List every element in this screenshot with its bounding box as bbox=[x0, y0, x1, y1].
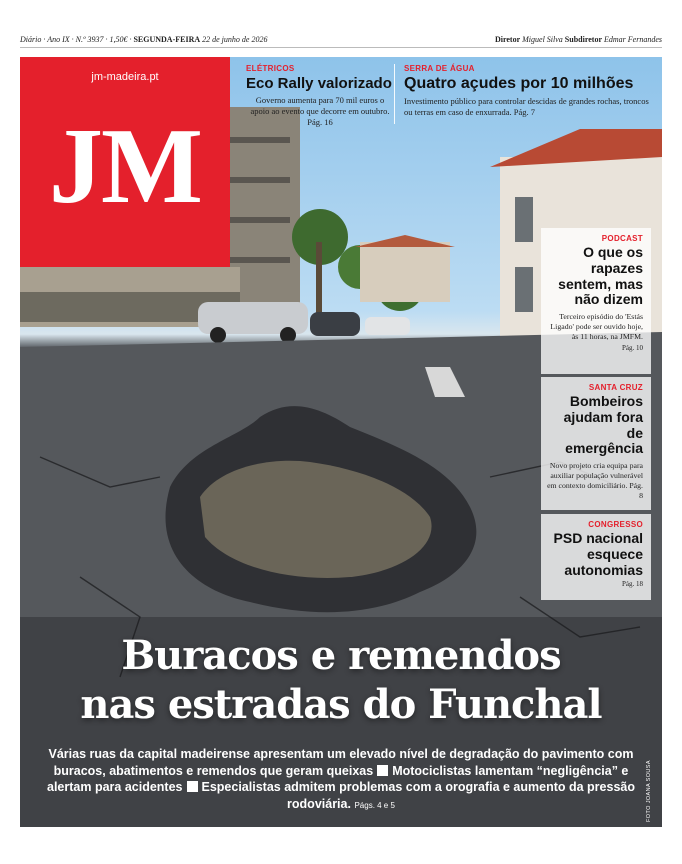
sidebar-santa-cruz[interactable] bbox=[541, 377, 651, 510]
staff-credits: Diretor Miguel Silva Subdiretor Edmar Fernandes bbox=[494, 34, 662, 44]
masthead-rule bbox=[20, 47, 662, 48]
sidebar-desc: Novo projeto cria equipa para auxiliar população vulnerável em contexto domiciliário. Pág. 8 bbox=[547, 461, 643, 501]
teaser-headline: Eco Rally valorizado bbox=[246, 75, 392, 92]
sidebar-headline: PSD nacional esquece autonomias bbox=[553, 530, 643, 578]
site-url[interactable]: jm-madeira.pt bbox=[91, 71, 159, 83]
sidebar-congresso[interactable] bbox=[541, 514, 651, 600]
lede-pages: Págs. 4 e 5 bbox=[354, 800, 395, 810]
logo-block[interactable] bbox=[20, 57, 230, 267]
sidebar-headline: Bombeiros ajudam fora de emergência bbox=[563, 393, 643, 457]
photo-credit: FOTO JOANA SOUSA bbox=[646, 760, 652, 822]
teaser-divider bbox=[394, 64, 395, 124]
teaser-desc: Governo aumenta para 70 mil euros o apoio ao evento que decorre em outubro. Pág. 16 bbox=[250, 95, 390, 128]
sidebar-tag: CONGRESSO bbox=[588, 520, 643, 529]
headline-line-1: Buracos e remendos bbox=[121, 632, 561, 679]
square-bullet-icon bbox=[187, 781, 198, 792]
sidebar-podcast[interactable] bbox=[541, 228, 651, 374]
jm-logo: JM bbox=[49, 107, 201, 226]
masthead-bar bbox=[20, 32, 662, 46]
sidebar-tag: PODCAST bbox=[601, 234, 643, 243]
sidebar-page: Pág. 18 bbox=[622, 580, 643, 589]
teaser-eco-rally[interactable] bbox=[246, 64, 394, 128]
lede-part-2: Motociclistas lamentam “negligência” e alertam para acidentes bbox=[47, 763, 629, 794]
sidebar-page: Pág. 10 bbox=[622, 344, 643, 353]
main-headline[interactable] bbox=[20, 632, 662, 730]
sidebar-desc: Terceiro episódio do 'Estás Ligado' pode ser ouvido hoje, às 11 horas, na JMFM. bbox=[550, 312, 643, 342]
main-lede bbox=[40, 746, 642, 812]
teaser-tag: SERRA DE ÁGUA bbox=[404, 64, 475, 73]
edition-info: Diário · Ano IX · N.º 3937 · 1,50€ · SEGUNDA-FEIRA 22 de junho de 2026 bbox=[20, 34, 268, 44]
square-bullet-icon bbox=[377, 765, 388, 776]
teaser-desc: Investimento público para controlar descidas de grandes rochas, troncos ou terras em caso de enxurrada. Pág. 7 bbox=[404, 96, 649, 118]
teaser-headline: Quatro açudes por 10 milhões bbox=[404, 75, 634, 92]
headline-line-2: nas estradas do Funchal bbox=[80, 680, 602, 728]
lede-part-1: Várias ruas da capital madeirense apresentam um elevado nível de degradação do pavimento com buracos, abatimentos e remendos que geram queixas bbox=[48, 747, 634, 778]
teaser-acudes[interactable] bbox=[404, 64, 656, 118]
sidebar-headline: O que os rapazes sentem, mas não dizem bbox=[558, 244, 643, 308]
teaser-tag: ELÉTRICOS bbox=[246, 64, 295, 73]
sidebar-tag: SANTA CRUZ bbox=[588, 383, 643, 392]
lede-part-3: Especialistas admitem problemas com a orografia e aumento da pressão rodoviária. bbox=[201, 780, 635, 811]
